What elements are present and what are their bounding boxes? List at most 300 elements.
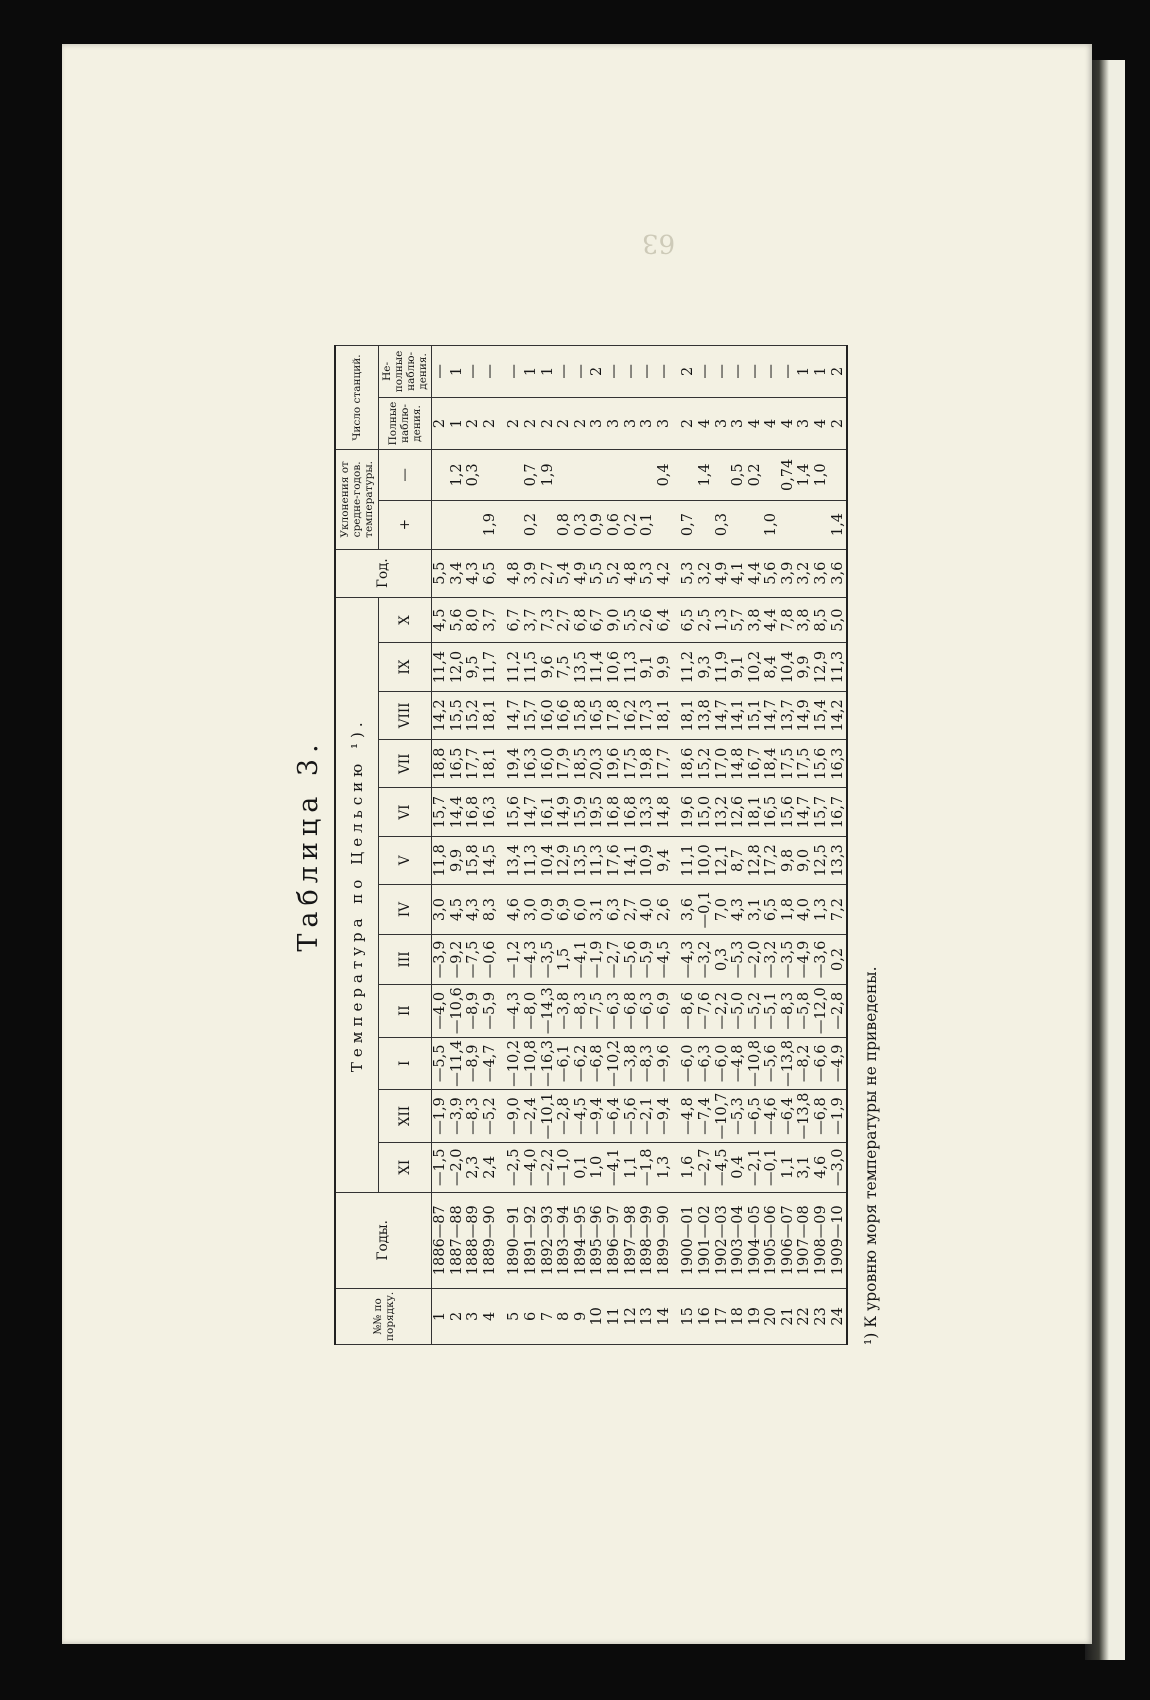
value-cell: —10,7 [714, 1090, 731, 1143]
value-cell: 18,1 [656, 691, 673, 739]
value-cell: 6,5 [763, 885, 780, 935]
header-incomplete-obs: Не-полные наблю-дения. [379, 346, 432, 398]
value-cell: —0,1 [763, 1142, 780, 1192]
value-cell: —4,9 [830, 1037, 848, 1090]
value-cell: 9,9 [656, 643, 673, 691]
value-cell [556, 450, 573, 500]
gap-cell [498, 1090, 506, 1143]
value-cell: 2,4 [482, 1142, 499, 1192]
table-row [830, 346, 848, 1345]
value-cell: 13,4 [506, 836, 523, 884]
value-cell: 16,3 [830, 740, 848, 788]
value-cell [714, 450, 731, 500]
value-cell: —14,3 [540, 984, 557, 1037]
header-month-v: V [379, 836, 432, 884]
value-cell: —4,1 [606, 1142, 623, 1192]
gap-cell [498, 1192, 506, 1288]
value-cell: 19,4 [506, 740, 523, 788]
value-cell: 0,2 [830, 934, 848, 984]
value-cell: 16,1 [540, 788, 557, 836]
value-cell: —3,5 [540, 934, 557, 984]
value-cell: 0,4 [656, 450, 673, 500]
value-cell: 17,5 [780, 740, 797, 788]
value-cell: 9,8 [780, 836, 797, 884]
value-cell: 2 [556, 397, 573, 449]
header-month-viii: VIII [379, 691, 432, 739]
value-cell: —2,1 [639, 1090, 656, 1143]
value-cell: 2 [432, 397, 449, 449]
value-cell: 3 [639, 397, 656, 449]
value-cell: 1 [796, 346, 813, 398]
value-cell: 4,5 [432, 597, 449, 643]
value-cell: —9,6 [656, 1037, 673, 1090]
value-cell: 14,9 [796, 691, 813, 739]
value-cell: 10,6 [606, 643, 623, 691]
value-cell: 19,5 [589, 788, 606, 836]
value-cell: 0,3 [714, 500, 731, 549]
value-cell: 1,3 [656, 1142, 673, 1192]
row-number-cell: 16 [697, 1288, 714, 1344]
value-cell: —4,5 [714, 1142, 731, 1192]
header-dev-minus: — [379, 450, 432, 500]
value-cell: 8,0 [465, 597, 482, 643]
value-cell: —10,1 [540, 1090, 557, 1143]
value-cell: —7,4 [697, 1090, 714, 1143]
header-years: Годы. [335, 1192, 432, 1288]
value-cell: 14,7 [796, 788, 813, 836]
year-cell: 1909—10 [830, 1192, 848, 1288]
value-cell [747, 500, 764, 549]
table-row [747, 346, 764, 1345]
value-cell: 3 [714, 397, 731, 449]
header-month-iii: III [379, 934, 432, 984]
value-cell: —8,3 [780, 984, 797, 1037]
value-cell: —10,2 [606, 1037, 623, 1090]
value-cell: 18,5 [573, 740, 590, 788]
value-cell: 4,0 [639, 885, 656, 935]
value-cell: —2,5 [506, 1142, 523, 1192]
value-cell: 4,2 [656, 549, 673, 597]
value-cell: 1,8 [780, 885, 797, 935]
header-month-i: I [379, 1037, 432, 1090]
value-cell: 5,0 [830, 597, 848, 643]
value-cell: 3,0 [432, 885, 449, 935]
value-cell: —3,9 [449, 1090, 466, 1143]
value-cell: 1 [449, 346, 466, 398]
value-cell: —7,5 [589, 984, 606, 1037]
value-cell: 2 [573, 397, 590, 449]
row-number-cell: 8 [556, 1288, 573, 1344]
value-cell: —4,3 [523, 934, 540, 984]
value-cell: 14,9 [556, 788, 573, 836]
value-cell: 4,9 [714, 549, 731, 597]
value-cell: 3 [589, 397, 606, 449]
value-cell: —4,8 [730, 1037, 747, 1090]
value-cell: —5,3 [730, 1090, 747, 1143]
gap-cell [672, 643, 680, 691]
table-row [573, 346, 590, 1345]
header-month-x: X [379, 597, 432, 643]
gap-cell [672, 1288, 680, 1344]
value-cell [449, 500, 466, 549]
value-cell: 15,0 [697, 788, 714, 836]
value-cell: 6,5 [680, 597, 697, 643]
value-cell: 17,2 [763, 836, 780, 884]
value-cell: 11,4 [589, 643, 606, 691]
value-cell: —4,6 [763, 1090, 780, 1143]
gap-cell [672, 397, 680, 449]
value-cell: 1 [449, 397, 466, 449]
value-cell: 3 [623, 397, 640, 449]
value-cell: 14,5 [482, 836, 499, 884]
table-body [432, 346, 848, 1345]
table-row [697, 346, 714, 1345]
gap-cell [672, 1090, 680, 1143]
value-cell: 12,9 [556, 836, 573, 884]
value-cell: 1,0 [763, 500, 780, 549]
value-cell: 3 [606, 397, 623, 449]
value-cell: 16,0 [540, 691, 557, 739]
value-cell: 16,5 [763, 788, 780, 836]
value-cell: 5,7 [730, 597, 747, 643]
value-cell: —16,3 [540, 1037, 557, 1090]
value-cell: —1,0 [556, 1142, 573, 1192]
value-cell: 7,2 [830, 885, 848, 935]
value-cell: 10,4 [540, 836, 557, 884]
value-cell: 4,3 [730, 885, 747, 935]
value-cell: —2,8 [830, 984, 848, 1037]
value-cell: —5,2 [482, 1090, 499, 1143]
header-month-vii: VII [379, 740, 432, 788]
table-row [506, 346, 523, 1345]
value-cell: 12,1 [714, 836, 731, 884]
value-cell: 12,8 [747, 836, 764, 884]
row-number-cell: 10 [589, 1288, 606, 1344]
value-cell [730, 500, 747, 549]
value-cell: 2 [540, 397, 557, 449]
header-dev-plus: + [379, 500, 432, 549]
value-cell: 14,7 [523, 788, 540, 836]
row-number-cell: 11 [606, 1288, 623, 1344]
value-cell: 5,4 [556, 549, 573, 597]
value-cell: —2,8 [556, 1090, 573, 1143]
table-row [523, 346, 540, 1345]
value-cell: 3,0 [523, 885, 540, 935]
value-cell: —3,9 [432, 934, 449, 984]
value-cell [623, 450, 640, 500]
value-cell: 17,9 [556, 740, 573, 788]
value-cell: 7,3 [540, 597, 557, 643]
value-cell: 15,8 [465, 836, 482, 884]
value-cell: 0,7 [523, 450, 540, 500]
gap-cell [672, 934, 680, 984]
value-cell: —10,2 [506, 1037, 523, 1090]
value-cell: 9,4 [656, 836, 673, 884]
value-cell: 1,3 [813, 885, 830, 935]
row-number-cell: 7 [540, 1288, 557, 1344]
value-cell: 14,2 [830, 691, 848, 739]
value-cell: — [656, 346, 673, 398]
value-cell: 2 [523, 397, 540, 449]
value-cell: —5,1 [763, 984, 780, 1037]
value-cell: 17,7 [656, 740, 673, 788]
value-cell: 1,1 [780, 1142, 797, 1192]
rotated-table-block [280, 345, 960, 1345]
gap-cell [498, 836, 506, 884]
value-cell: 17,8 [606, 691, 623, 739]
value-cell: 1,0 [813, 450, 830, 500]
value-cell: 13,2 [714, 788, 731, 836]
table-row [813, 346, 830, 1345]
year-cell: 1894—95 [573, 1192, 590, 1288]
value-cell: 4,3 [465, 885, 482, 935]
value-cell: — [465, 346, 482, 398]
value-cell: 17,6 [606, 836, 623, 884]
value-cell: 12,9 [813, 643, 830, 691]
gap-cell [672, 836, 680, 884]
header-stations-group: Число станций. [335, 346, 379, 450]
value-cell: 16,5 [449, 740, 466, 788]
value-cell: —6,4 [606, 1090, 623, 1143]
value-cell: — [697, 346, 714, 398]
value-cell: 18,8 [432, 740, 449, 788]
value-cell: 9,9 [796, 643, 813, 691]
value-cell: —9,2 [449, 934, 466, 984]
gap-cell [498, 500, 506, 549]
value-cell: —6,8 [589, 1037, 606, 1090]
value-cell: 6,8 [573, 597, 590, 643]
value-cell: 3,2 [796, 549, 813, 597]
year-cell: 1903—04 [730, 1192, 747, 1288]
value-cell: —2,7 [697, 1142, 714, 1192]
table-row [639, 346, 656, 1345]
value-cell [680, 450, 697, 500]
value-cell: 9,1 [639, 643, 656, 691]
value-cell: 1,9 [482, 500, 499, 549]
value-cell [656, 500, 673, 549]
value-cell: 1,5 [556, 934, 573, 984]
value-cell: 3,1 [796, 1142, 813, 1192]
value-cell: 14,7 [506, 691, 523, 739]
value-cell: 5,6 [763, 549, 780, 597]
value-cell [506, 500, 523, 549]
value-cell [639, 450, 656, 500]
row-number-cell: 2 [449, 1288, 466, 1344]
value-cell: —2,0 [449, 1142, 466, 1192]
value-cell: 17,7 [465, 740, 482, 788]
value-cell: — [714, 346, 731, 398]
value-cell: 16,5 [589, 691, 606, 739]
value-cell: 15,4 [813, 691, 830, 739]
value-cell [432, 500, 449, 549]
value-cell: 0,6 [606, 500, 623, 549]
value-cell: 15,5 [449, 691, 466, 739]
table-row [780, 346, 797, 1345]
value-cell: 4 [763, 397, 780, 449]
value-cell: —10,6 [449, 984, 466, 1037]
value-cell: 3,7 [523, 597, 540, 643]
value-cell: —8,0 [523, 984, 540, 1037]
value-cell: 20,3 [589, 740, 606, 788]
value-cell: —5,8 [796, 984, 813, 1037]
header-num: №№ по порядку. [335, 1288, 432, 1344]
table-row [623, 346, 640, 1345]
value-cell: —6,9 [656, 984, 673, 1037]
table-row [589, 346, 606, 1345]
table-row [540, 346, 557, 1345]
row-number-cell: 4 [482, 1288, 499, 1344]
value-cell: —3,8 [556, 984, 573, 1037]
value-cell: —5,9 [482, 984, 499, 1037]
gap-cell [498, 740, 506, 788]
value-cell: 18,1 [482, 740, 499, 788]
value-cell: 11,9 [714, 643, 731, 691]
value-cell: — [730, 346, 747, 398]
value-cell: —10,8 [523, 1037, 540, 1090]
row-number-cell: 20 [763, 1288, 780, 1344]
value-cell: 0,8 [556, 500, 573, 549]
value-cell: —6,0 [680, 1037, 697, 1090]
header-full-obs: Полные наблю-дения. [379, 397, 432, 449]
value-cell: —6,8 [813, 1090, 830, 1143]
value-cell: —13,8 [780, 1037, 797, 1090]
value-cell: 6,7 [589, 597, 606, 643]
value-cell: 16,3 [523, 740, 540, 788]
header-month-vi: VI [379, 788, 432, 836]
value-cell: 5,5 [623, 597, 640, 643]
value-cell: 6,9 [556, 885, 573, 935]
value-cell: 4,9 [573, 549, 590, 597]
value-cell: — [432, 346, 449, 398]
row-number-cell: 18 [730, 1288, 747, 1344]
value-cell: 15,9 [573, 788, 590, 836]
year-cell: 1886—87 [432, 1192, 449, 1288]
gap-cell [672, 691, 680, 739]
value-cell: 8,5 [813, 597, 830, 643]
value-cell: 4,6 [506, 885, 523, 935]
value-cell: 0,3 [573, 500, 590, 549]
value-cell: —5,9 [639, 934, 656, 984]
value-cell: 9,0 [796, 836, 813, 884]
value-cell: 2,6 [656, 885, 673, 935]
value-cell: 7,8 [780, 597, 797, 643]
value-cell: 14,4 [449, 788, 466, 836]
value-cell: 11,3 [830, 643, 848, 691]
value-cell: —0,1 [697, 885, 714, 935]
value-cell: 4 [813, 397, 830, 449]
value-cell: 15,6 [506, 788, 523, 836]
value-cell: 0,3 [465, 450, 482, 500]
value-cell: 16,3 [482, 788, 499, 836]
value-cell: 13,8 [697, 691, 714, 739]
value-cell: 16,2 [623, 691, 640, 739]
value-cell: —8,6 [680, 984, 697, 1037]
value-cell: 3,7 [482, 597, 499, 643]
value-cell: 1,9 [540, 450, 557, 500]
value-cell: —5,6 [763, 1037, 780, 1090]
value-cell: 16,0 [540, 740, 557, 788]
value-cell: 11,1 [680, 836, 697, 884]
value-cell: —4,5 [573, 1090, 590, 1143]
value-cell: —10,8 [747, 1037, 764, 1090]
value-cell: 5,5 [589, 549, 606, 597]
value-cell: 0,1 [573, 1142, 590, 1192]
value-cell: 5,5 [432, 549, 449, 597]
table-row [656, 346, 673, 1345]
value-cell: 15,1 [747, 691, 764, 739]
value-cell: 5,6 [449, 597, 466, 643]
value-cell: 14,8 [730, 740, 747, 788]
value-cell: 4,3 [465, 549, 482, 597]
year-cell: 1905—06 [763, 1192, 780, 1288]
value-cell: 1 [813, 346, 830, 398]
value-cell: —4,0 [432, 984, 449, 1037]
value-cell: —8,3 [465, 1090, 482, 1143]
value-cell: —5,5 [432, 1037, 449, 1090]
value-cell: 3,8 [796, 597, 813, 643]
value-cell: 11,5 [523, 643, 540, 691]
value-cell: —5,6 [623, 934, 640, 984]
value-cell: 9,3 [697, 643, 714, 691]
value-cell: 16,7 [830, 788, 848, 836]
value-cell: 10,4 [780, 643, 797, 691]
row-number-cell: 9 [573, 1288, 590, 1344]
value-cell: 14,2 [432, 691, 449, 739]
value-cell: —4,5 [656, 934, 673, 984]
value-cell: —2,2 [540, 1142, 557, 1192]
gap-cell [672, 984, 680, 1037]
value-cell: 17,0 [714, 740, 731, 788]
value-cell: —6,3 [697, 1037, 714, 1090]
value-cell: — [573, 346, 590, 398]
value-cell: 1,3 [714, 597, 731, 643]
value-cell: 17,5 [623, 740, 640, 788]
value-cell: —2,4 [523, 1090, 540, 1143]
gap-cell [672, 1037, 680, 1090]
value-cell: 4,6 [813, 1142, 830, 1192]
value-cell: 1 [540, 346, 557, 398]
value-cell: 10,9 [639, 836, 656, 884]
value-cell: 7,5 [556, 643, 573, 691]
value-cell: —13,8 [796, 1090, 813, 1143]
value-cell: —8,9 [465, 984, 482, 1037]
value-cell: 2 [680, 397, 697, 449]
value-cell: —2,1 [747, 1142, 764, 1192]
value-cell: —8,2 [796, 1037, 813, 1090]
value-cell: 4,8 [506, 549, 523, 597]
table-row [482, 346, 499, 1345]
value-cell: —5,2 [747, 984, 764, 1037]
value-cell: 13,7 [780, 691, 797, 739]
value-cell: 2,7 [623, 885, 640, 935]
value-cell: 1,4 [830, 500, 848, 549]
year-cell: 1899—90 [656, 1192, 673, 1288]
temperature-table [334, 345, 848, 1345]
value-cell: —4,7 [482, 1037, 499, 1090]
value-cell: 11,4 [432, 643, 449, 691]
value-cell: 15,6 [813, 740, 830, 788]
value-cell: 3,6 [680, 885, 697, 935]
value-cell [606, 450, 623, 500]
gap-cell [672, 740, 680, 788]
value-cell: —3,2 [697, 934, 714, 984]
value-cell: 3,1 [747, 885, 764, 935]
header-month-year: Год. [335, 549, 432, 597]
table-row [465, 346, 482, 1345]
value-cell [763, 450, 780, 500]
value-cell: 4 [747, 397, 764, 449]
value-cell: —2,0 [747, 934, 764, 984]
